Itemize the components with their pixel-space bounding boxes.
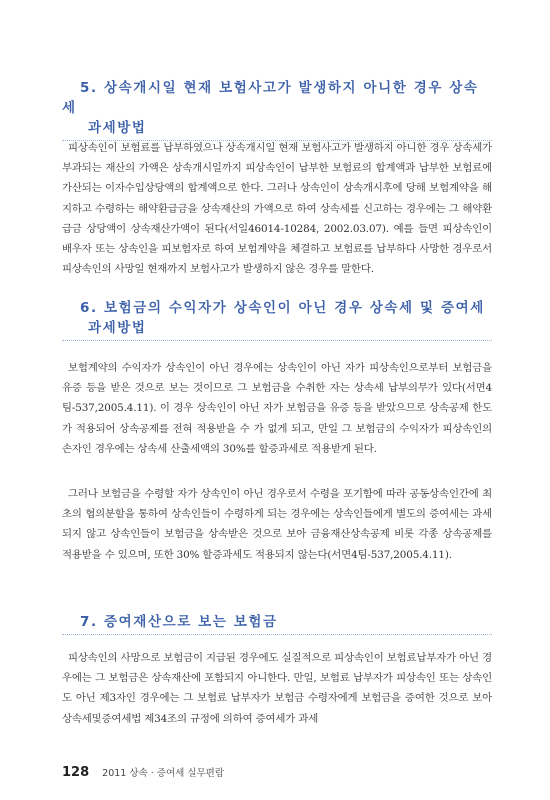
book-title: 2011 상속 · 증여세 실무편람 — [102, 768, 225, 779]
section-heading-line1: 7. 증여재산으로 보는 보험금 — [80, 614, 278, 630]
section-6-body — [62, 358, 492, 459]
heading-divider — [62, 634, 492, 635]
paragraph: 피상속인이 보험료를 납부하였으나 상속개시일 현재 보험사고가 발생하지 아니한 경우 상속세가 부과되는 재산의 가액은 상속개시일까지 피상속인이 납부한 보험료의 합계액과 납부한 보험료에 가산되는 이자수입상당액의 합계액으로 한다. 그러나 상속인이 상속개시후에 당해 보험계약을 해지하고 수령하는 해약환급금을 상속재산의 가액으로 하여 상속세를 신고하는 경우에는 그 해약환급금 상당액이 상속재산가액이 된다(서일46014-10284, 2002.03.07). 예를 들면 피상속인이 배우자 또는 상속인을 피보험자로 하여 보험계약을 체결하고 보험료를 납부하다 사망한 경우로서 피상속인의 사망일 현재까지 보험사고가 발생하지 않은 경우를 말한다. — [62, 142, 492, 276]
page-footer — [62, 765, 224, 780]
paragraph: 보험계약의 수익자가 상속인이 아닌 경우에는 상속인이 아닌 자가 피상속인으로부터 보험금을 유증 등을 받은 것으로 보는 것이므로 그 보험금을 수취한 자는 상속세 납부의무가 있다(서면4팀-537,2005.4.11). 이 경우 상속인이 아닌 자가 보험금을 유증 등을 받았으므로 상속공제 한도가 적용되어 상속공제를 전혀 적용받을 수 가 없게 되고, 만일 그 보험금의 수익자가 피상속인의 손자인 경우에는 상속세 산출세액의 30%를 할증과세로 적용받게 된다. — [62, 362, 492, 455]
section-heading-line1: 5. 상속개시일 현재 보험사고가 발생하지 아니한 경우 상속세 — [62, 80, 479, 116]
section-heading — [62, 612, 492, 632]
section-7 — [62, 612, 492, 635]
section-heading — [62, 78, 492, 138]
page-number: 128 — [62, 765, 90, 780]
paragraph: 피상속인의 사망으로 보험금이 지급된 경우에도 실질적으로 피상속인이 보험료납부자가 아닌 경우에는 그 보험금은 상속재산에 포함되지 아니한다. 만일, 보험료 납부자가 피상속인 또는 상속인도 아닌 제3자인 경우에는 그 보험료 납부자가 보험금 수령자에게 보험금을 증여한 것으로 보아 상속세및증여세법 제34조의 규정에 의하여 증여세가 과세 — [62, 652, 492, 725]
section-heading — [62, 298, 492, 338]
paragraph: 그러나 보험금을 수령할 자가 상속인이 아닌 경우로서 수령을 포기함에 따라 공동상속인간에 최초의 협의분할을 통하여 상속인들이 수령하게 되는 경우에는 상속인들에게 별도의 증여세는 과세되지 않고 상속인들이 보험금을 상속받은 것으로 보아 금융재산상속공제 비롯 각종 상속공제를 적용받을 수 있으며, 또한 30% 할증과세도 적용되지 않는다(서면4팀-537,2005.4.11). — [62, 488, 492, 561]
section-7-body — [62, 648, 492, 729]
section-heading-line2: 과세방법 — [88, 320, 147, 336]
heading-divider — [62, 340, 492, 341]
section-6 — [62, 298, 492, 341]
section-heading-line1: 6. 보험금의 수익자가 상속인이 아닌 경우 상속세 및 증여세 — [80, 300, 485, 316]
section-6-body-2 — [62, 484, 492, 565]
section-heading-line2: 과세방법 — [88, 120, 147, 136]
section-5-body — [62, 138, 492, 279]
section-5 — [62, 78, 492, 141]
